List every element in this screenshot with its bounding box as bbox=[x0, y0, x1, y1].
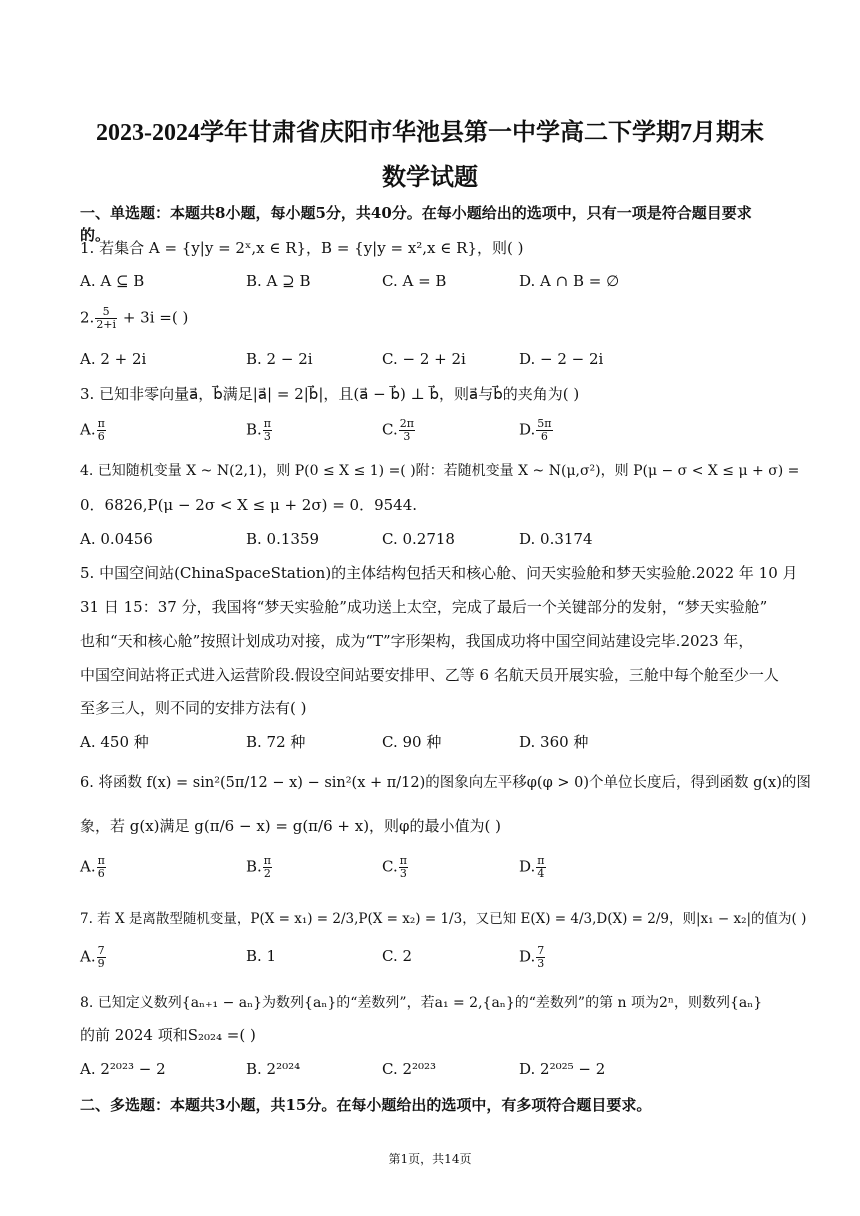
option-b: B. 1 bbox=[246, 947, 277, 965]
fraction-denominator: 2+i bbox=[96, 318, 117, 331]
option-a: A. $\frac{\pi}{6}$ bbox=[80, 854, 105, 880]
question-5-line1: 5. 中国空间站(ChinaSpaceStation)的主体结构包括天和核心舱、问天实验舱和梦天实验舱.2022 年 10 月 bbox=[80, 564, 798, 582]
question-4-stem-line2: 0．6826,P(μ − 2σ < X ≤ μ + 2σ) = 0．9544. bbox=[80, 496, 418, 514]
option-d: D. 360 种 bbox=[519, 733, 589, 751]
option-c: C. 0.2718 bbox=[382, 530, 455, 548]
option-a: A. A ⊆ B bbox=[80, 272, 145, 290]
question-1-stem: 1. 若集合 A = {y|y = 2ˣ,x ∈ R}，B = {y|y = x²,x ∈ R}，则( ) bbox=[80, 239, 524, 257]
option-c: C. − 2 + 2i bbox=[382, 350, 466, 368]
question-2-suffix: + 3i =( ) bbox=[122, 308, 189, 327]
option-c: C. 90 种 bbox=[382, 733, 442, 751]
exam-title-line2: 数学试题 bbox=[382, 165, 478, 191]
option-d: D. 2²⁰²⁵ − 2 bbox=[519, 1060, 606, 1078]
option-b: B. $\frac{\pi}{3}$ bbox=[246, 417, 272, 443]
question-5-line4: 中国空间站将正式进入运营阶段.假设空间站要安排甲、乙等 6 名航天员开展实验，三舱中每个舱至少一人 bbox=[80, 666, 779, 684]
question-5-line3: 也和“天和核心舱”按照计划成功对接，成为“T”字形架构，我国成功将中国空间站建设完毕.2023 年， bbox=[80, 632, 754, 650]
option-a: A. 0.0456 bbox=[80, 530, 153, 548]
section-heading-single-choice: 一、单选题：本题共8小题，每小题5分，共40分。在每小题给出的选项中，只有一项是符合题目要求的。 bbox=[80, 204, 752, 244]
option-b: B. 2 − 2i bbox=[246, 350, 313, 368]
question-6-stem-line1: 6. 将函数 f(x) = sin²(5π/12 − x) − sin²(x + π/12)的图象向左平移φ(φ > 0)个单位长度后，得到函数 g(x)的图 bbox=[80, 775, 811, 791]
question-8-stem-line1: 8. 已知定义数列{aₙ₊₁ − aₙ}为数列{aₙ}的“差数列”，若a₁ = 2,{aₙ}的“差数列”的第 n 项为2ⁿ，则数列{aₙ} bbox=[80, 995, 763, 1011]
question-4-stem-line1: 4. 已知随机变量 X ~ N(2,1)，则 P(0 ≤ X ≤ 1) =( )附：若随机变量 X ~ N(μ,σ²)，则 P(μ − σ < X ≤ μ + σ) = bbox=[80, 463, 800, 479]
question-2-prefix: 2. bbox=[80, 308, 95, 327]
fraction-numerator: 5 bbox=[95, 306, 117, 319]
option-c: C. 2 bbox=[382, 947, 413, 965]
question-4-options bbox=[80, 528, 780, 552]
option-b: B. $\frac{\pi}{2}$ bbox=[246, 854, 272, 880]
question-8-options bbox=[80, 1058, 780, 1082]
option-d: D. 0.3174 bbox=[519, 530, 593, 548]
option-d: D. $\frac{7}{3}$ bbox=[519, 944, 545, 970]
option-c: C. A = B bbox=[382, 272, 447, 290]
option-a: A. $\frac{\pi}{6}$ bbox=[80, 417, 105, 443]
option-c: C. 2²⁰²³ bbox=[382, 1060, 437, 1078]
option-c: C. $\frac{\pi}{3}$ bbox=[382, 854, 407, 880]
exam-title-line1: 2023-2024学年甘肃省庆阳市华池县第一中学高二下学期7月期末 bbox=[96, 120, 764, 146]
fraction bbox=[95, 306, 117, 331]
option-a: A. 450 种 bbox=[80, 733, 149, 751]
question-2-stem bbox=[80, 306, 780, 331]
option-d: D. $\frac{5\pi}{6}$ bbox=[519, 417, 552, 443]
option-a: A. 2 + 2i bbox=[80, 350, 147, 368]
question-6-stem-line2: 象，若 g(x)满足 g(π/6 − x) = g(π/6 + x)，则φ的最小值为( ) bbox=[80, 817, 502, 835]
question-5-line5: 至多三人，则不同的安排方法有( ) bbox=[80, 699, 307, 717]
option-c: C. $\frac{2\pi}{3}$ bbox=[382, 417, 414, 443]
question-5-line2: 31 日 15：37 分，我国将“梦天实验舱”成功送上太空，完成了最后一个关键部分的发射，“梦天实验舱” bbox=[80, 598, 768, 616]
question-3-stem: 3. 已知非零向量a⃗，b⃗满足|a⃗| = 2|b⃗|，且(a⃗ − b⃗) ⊥ b⃗，则a⃗与b⃗的夹角为( ) bbox=[80, 385, 580, 403]
option-d: D. $\frac{\pi}{4}$ bbox=[519, 854, 545, 880]
option-b: B. A ⊇ B bbox=[246, 272, 311, 290]
question-6-options bbox=[80, 855, 780, 885]
option-b: B. 2²⁰²⁴ bbox=[246, 1060, 301, 1078]
option-a: A. 2²⁰²³ − 2 bbox=[80, 1060, 166, 1078]
question-2-options bbox=[80, 348, 780, 372]
question-7-stem: 7. 若 X 是离散型随机变量，P(X = x₁) = 2/3,P(X = x₂) = 1/3，又已知 E(X) = 4/3,D(X) = 2/9，则|x₁ − x₂|的值为( ) bbox=[80, 911, 807, 927]
option-b: B. 72 种 bbox=[246, 733, 306, 751]
question-1-options bbox=[80, 270, 780, 294]
option-b: B. 0.1359 bbox=[246, 530, 320, 548]
option-d: D. A ∩ B = ∅ bbox=[519, 272, 620, 290]
question-5-options bbox=[80, 731, 780, 755]
option-d: D. − 2 − 2i bbox=[519, 350, 604, 368]
page-footer: 第1页，共14页 bbox=[388, 1152, 472, 1166]
section-heading-multiple-choice: 二、多选题：本题共3小题，共15分。在每小题给出的选项中，有多项符合题目要求。 bbox=[80, 1096, 652, 1114]
question-7-options bbox=[80, 945, 780, 975]
question-3-options bbox=[80, 418, 780, 448]
question-8-stem-line2: 的前 2024 项和S₂₀₂₄ =( ) bbox=[80, 1026, 256, 1044]
option-a: A. $\frac{7}{9}$ bbox=[80, 944, 105, 970]
